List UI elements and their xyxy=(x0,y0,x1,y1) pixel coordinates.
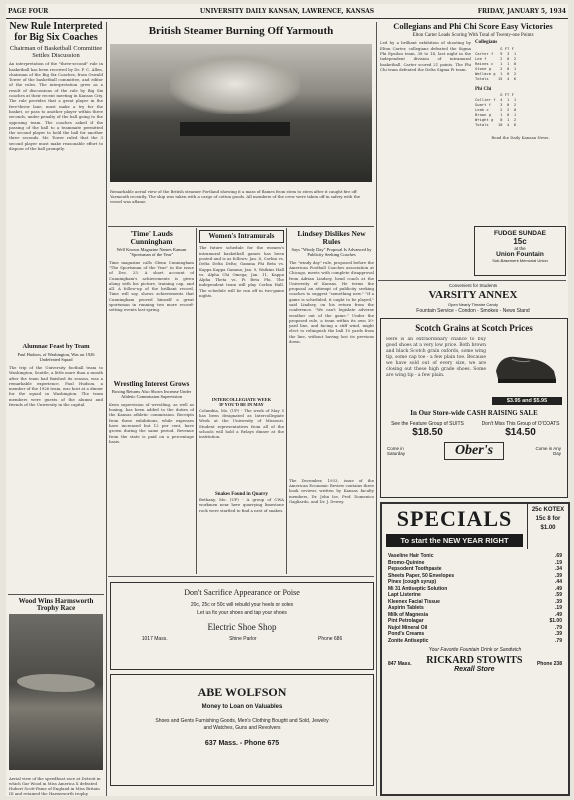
electric-name2: Shine Parlor xyxy=(229,636,257,642)
read-kansan-note: Read the Daily Kansan News. xyxy=(491,134,550,140)
specials-item-price: .49 xyxy=(555,611,562,618)
varsity-sub: Open Nearly Theatre Candy xyxy=(448,302,498,307)
specials-top-row xyxy=(382,504,568,549)
specials-item-name: Zonite Antiseptic xyxy=(388,637,429,644)
scotch-body-row xyxy=(381,337,567,405)
specials-item-name: Sheets Paper, 50 Envelopes xyxy=(388,572,455,579)
specials-item-price: .69 xyxy=(555,553,562,559)
specials-subtitle: To start the NEW YEAR RIGHT xyxy=(400,536,509,545)
speedboat-photo xyxy=(9,614,103,770)
varsity-pre: Convenient for Students xyxy=(448,283,498,288)
collegians-article-body: Led by a brilliant exhibition of shooting by Elton Carter, collegians defeated the Sigma Phi Epsilon team, 38 to 14, last night in the Independent division of intramural basketball. Carter scored 21 points. The Phi Chi team defeated the Delta Sigma Pi team. xyxy=(380,40,471,72)
specials-banner xyxy=(386,534,523,547)
steamer-photo xyxy=(110,44,372,182)
scotch-price: $3.95 and $5.95 xyxy=(492,397,562,405)
review-article-body: The December, 1933, issue of the American Economic Review contains three book reviews written by Kansas faculty members, Dr. John Ise, Prof. Domenico Gagliardo, and Dr. J. Dewey. xyxy=(289,477,374,504)
specials-item-name: Milk of Magnesia xyxy=(388,611,429,618)
box-scores xyxy=(475,40,566,190)
electric-shoe-ad xyxy=(110,582,374,670)
section-rule xyxy=(108,576,374,577)
intercollegiate-headline: INTERCOLLEGIATE WEEK xyxy=(211,397,272,403)
intercollegiate-article-body: Columbia, Mo. (UP) - The week of May 5 has been designated as Intercollegiate Week at the University of Missouri. Student representatives from all of the schools will hold a Relays dinner at the institution. xyxy=(199,407,284,440)
rexall-logo xyxy=(426,666,522,673)
wolfson-ad xyxy=(110,674,374,786)
sale-footer xyxy=(387,442,561,460)
wrestling-subhead: Boxing Returns Also Shows Increase Under Athletic Commission Supervision xyxy=(111,388,192,399)
shoreline-shape xyxy=(17,674,95,692)
electric-address: 1017 Mass. xyxy=(141,636,168,642)
specials-item-price: .49 xyxy=(555,585,562,592)
wolfson-list: Shoes and Gents Furnishing Goods, Men's Clothing Bought and Sold, Jewelry and Watches, Guns and Revolvers xyxy=(155,718,329,731)
suits-offer xyxy=(388,421,468,438)
column-2 xyxy=(109,230,194,562)
intercollegiate-subhead: IF YOU'D BE IN MAY xyxy=(219,402,264,408)
box1-title: Collegians xyxy=(475,40,498,46)
collegians-subhead: Elton Carter Leads Scoring With Total of Twenty-one Points xyxy=(412,32,534,38)
scotch-title: Scotch Grains at Scotch Prices xyxy=(415,323,533,333)
column-1 xyxy=(9,22,103,495)
rickard-center xyxy=(426,655,522,673)
box2-title: Phi Chi xyxy=(475,86,492,92)
kotex-text: 25c KOTEX 15c 8 for $1.00 xyxy=(531,507,565,531)
scotch-body: Here is an extraordinary chance to buy good shoes at a very low price. Both brown and black Scotch grain oxfords, some wing tip, some cap toe - a few plain toe. Because we have sold out of every size, we are closing out these high grade shoes. Some are wing tip - a few plain. xyxy=(386,337,486,378)
sale-left-note: Come in Saturday xyxy=(387,446,406,456)
electric-name: Electric Shoe Shop xyxy=(207,622,277,632)
varsity-name: VARSITY ANNEX xyxy=(428,289,518,301)
varsity-line: Fountain Service - Condon - Smokes - News Stand xyxy=(416,308,530,314)
rule-headline: New Rule Interpreted for Big Six Coaches xyxy=(9,21,103,43)
specials-item-name: Vaseline Hair Tonic xyxy=(388,553,434,559)
column-rule xyxy=(106,22,107,796)
rickard-phone: Phone 238 xyxy=(536,661,562,667)
page-header xyxy=(6,4,568,19)
fudge-sublocation: Sub-Basement Memorial Union xyxy=(492,258,548,263)
column-4 xyxy=(289,230,374,568)
coats-label: Don't Miss This Group of O'COATS xyxy=(481,421,560,427)
fudge-location: Union Fountain xyxy=(496,251,544,258)
specials-item-price: .19 xyxy=(555,559,562,566)
sale-right-note: Come in Any Day xyxy=(535,446,561,456)
rickard-name: RICKARD STOWITS xyxy=(426,655,523,666)
lindsey-subhead: Says "Windy Day" Proposal Is Advanced by Publicity Seeking Coaches xyxy=(291,246,372,257)
alumnae-subhead: Paul Hudson, of Washington, Was on 1926 Undefeated Squad xyxy=(17,352,95,363)
section-rule xyxy=(378,280,566,281)
suits-label: See the Feature Group of SUITS xyxy=(391,421,464,427)
specials-ad xyxy=(380,502,570,796)
specials-item xyxy=(388,638,562,645)
page-number: PAGE FOUR xyxy=(8,8,49,15)
wolfson-name: ABE WOLFSON xyxy=(197,685,287,699)
specials-item-price: .19 xyxy=(555,605,562,611)
box1-table: G FT F Carter f 9 3 1 Lee f 2 0 2 Raines c 1 1 0 Stone g 2 0 1 Wallace g 1 0 2 Totals 15 4 6 xyxy=(475,45,517,81)
specials-item-price: .39 xyxy=(555,572,562,579)
snakes-headline: Snakes Found in Quarry xyxy=(215,491,268,497)
lindsey-article-body: The "windy day" rule, proposed before the American Football Coaches association at Chicago, meets with complete disapproval from Adrian Lindsey, head coach at the University of Kansas. He terms the proposal an attempt of publicity seeking coaches to suggest "something new." "If a game is scheduled, it ought to be played," said Lindsey, on his return from the conference. "We can't legislate adverse weather out of the game." Under the proposed rule, a team within its own 30-yard line, and facing a stiff wind, might elect to relinquish the ball 10 yards from the line, without having lost its previous down. xyxy=(289,259,374,345)
specials-item-name: Bromo-Quinine xyxy=(388,559,425,566)
collegians-headline: Collegians and Phi Chi Score Easy Victories xyxy=(393,21,553,31)
steamer-headline: British Steamer Burning Off Yarmouth xyxy=(148,25,334,37)
alumnae-headline: Alumnae Feast by Team xyxy=(22,343,90,351)
alumnae-article-body: The trip of the University football team to Washington, Seattle, a little more than a month after the team had finished its season, was a remarkable experience. Paul Hudson, a member of the 1926 team, was host at a dinner for the squad in Washington. The team members were guests of the alumni and friends of the University in the capital. xyxy=(9,364,103,408)
steamer-caption: Remarkable aerial view of the British steamer Portland showing it a mass of flames from stem to stern after it caught fire off Yarmouth recently. The ship was taken with a cargo of cotton goods. All members of the crew were taken off in safety with the vessel was aflame. xyxy=(110,188,361,204)
specials-item-price: .79 xyxy=(555,637,562,644)
fudge-sundae-ad xyxy=(474,226,566,276)
specials-title: SPECIALS xyxy=(396,506,513,531)
specials-title-block xyxy=(382,504,527,549)
shoe-icon xyxy=(492,337,562,389)
wrestling-article-body: Keen supervision of wrestling, as well as boxing, has been added to the duties of the Kansas athletic commission. Receipts from these exhibitions, while expenses have increased but 12 per cent, have grown during the same period. Revenue from the state is paid on a percentage basis. xyxy=(109,401,194,444)
column-rule xyxy=(196,228,197,574)
speedboat-caption: Aerial view of the speedboat race at Detroit in which Gar Wood in Miss America X defeated Hubert Scott-Paine of England in Miss Britain III and retained the Harmsworth trophy. xyxy=(9,775,101,796)
rexall-store: Store xyxy=(476,666,495,673)
electric-sub: 20c, 25c or 50c will rebuild your heels or soles xyxy=(190,602,294,608)
snakes-article-body: Bethany, Mo. (UP) - A group of CWA workmen near here quarrying limestone rock were startled to find a nest of snakes. xyxy=(199,497,284,513)
section-rule xyxy=(8,594,104,595)
issue-date: FRIDAY, JANUARY 5, 1934 xyxy=(477,8,566,15)
column-5 xyxy=(380,22,566,190)
specials-item-name: Aspirin Tablets xyxy=(388,605,424,611)
ober-logo: Ober's xyxy=(444,442,504,460)
intramurals-box xyxy=(199,230,284,243)
section-rule xyxy=(108,226,374,227)
wrestling-headline: Wrestling Interest Grows xyxy=(113,379,190,388)
specials-item-price: .79 xyxy=(555,624,562,631)
kotex-box xyxy=(527,504,568,549)
box2-table: G FT F Collier f 4 1 1 Swart f 3 0 2 Leak c 2 2 0 Brown g 1 0 1 Wright g 0 1 2 Totals 10 4 6 xyxy=(475,91,517,127)
specials-item-name: Lapt Listerine xyxy=(388,592,421,598)
rule-article-body: An interpretation of the "three-second" rule in basketball has been received by Dr. F. C. Allen, chairman of the Big Six Coaches, from Oswald Tower of the basketball committee, and editor of the rules. The interpretation grew as a result of discussions of the rule by Big Six coaches at their recent meeting in Kansas City. The rule provides that a great player in the free-throw lane, must make a try for the basket, or pass to another player within three seconds, under penalty of the ball going to the opposing team. The coaches asked if the passing of the ball to a teammate permitted the second player to hold the ball for another three seconds. Mr. Tower ruled that the 3 second player must make reasonable effort to dispose of the ball promptly. xyxy=(9,61,103,152)
specials-item-price: $1.00 xyxy=(549,618,562,624)
specials-item-name: Pepsodent Toothpaste xyxy=(388,566,442,572)
fudge-price: 15c xyxy=(513,237,527,246)
sale-title: In Our Store-wide CASH RAISING SALE xyxy=(410,409,538,417)
wolfson-address: 637 Mass. - Phone 675 xyxy=(204,740,280,747)
intramurals-headline: Women's Intramurals xyxy=(208,232,275,240)
column-rule xyxy=(286,228,287,574)
harmsworth-headline: Wood Wins Harmsworth Trophy Race xyxy=(18,597,94,613)
specials-list xyxy=(388,553,562,644)
column-rule xyxy=(376,22,377,796)
specials-item-name: Pond's Creams xyxy=(388,631,425,637)
rexall-brand: Rexall xyxy=(454,666,475,673)
specials-footer: Your Favorite Fountain Drink or Sandwich xyxy=(428,647,522,653)
time-subhead: Well Known Magazine Names Kansan "Sportsman of the Year" xyxy=(116,246,187,257)
shoe-illustration xyxy=(492,337,562,405)
specials-item-name: Mi 31 Antiseptic Solution xyxy=(388,585,448,592)
specials-item-name: Kleenex Facial Tissue xyxy=(388,598,440,605)
time-headline: 'Time' Lauds Cunningham xyxy=(130,229,173,246)
wolfson-sub: Money to Loan on Valuables xyxy=(201,704,283,710)
column-3 xyxy=(199,230,284,541)
suits-price: $18.50 xyxy=(412,427,443,438)
specials-item-price: .39 xyxy=(555,598,562,605)
newspaper-page xyxy=(6,4,568,796)
coats-price: $14.50 xyxy=(505,427,536,438)
electric-phone: Phone 686 xyxy=(318,636,343,642)
sale-offers xyxy=(381,421,567,438)
specials-item-name: Nujol Mineral Oil xyxy=(388,624,428,631)
collegians-article xyxy=(380,40,566,190)
specials-item-name: Pint Petrolagar xyxy=(388,618,424,624)
intramurals-article-body: The future schedule for the women's intramural basketball games has been posted and is as follows: Jan. 8, Corbin vs. Delta Delta Delta; Gamma Phi Beta vs. Kappa Kappa Gamma; Jan. 9, Watkins Hall vs. Alpha Chi Omega; Jan. 11, Kappa Alpha Theta vs. Pi Beta Phi. The independent team will play Corbin Hall. The schedule will be run off in two-game nights. xyxy=(199,245,284,299)
fudge-title: FUDGE SUNDAE xyxy=(493,230,546,237)
specials-item-price: .44 xyxy=(555,579,562,585)
lindsey-headline: Lindsey Dislikes New Rules xyxy=(297,229,366,246)
masthead: UNIVERSITY DAILY KANSAN, LAWRENCE, KANSAS xyxy=(199,8,375,15)
electric-sub2: Let us fix your shoes and tap your shoes xyxy=(197,610,287,616)
rickard-footer xyxy=(388,655,562,673)
specials-item-price: .59 xyxy=(555,592,562,598)
specials-item-price: .39 xyxy=(555,631,562,637)
time-article-body: Time magazine calls Glenn Cunningham "The Sportsman of the Year" in the issue of Dec. 25. A short account of Cunningham's achievements is given along with his picture, training cap, and all. A follow-up of the brilliant record, Time will say, shows achievements that Cunningham proved himself a great sportsman in running two more record-setting events last spring. xyxy=(109,259,194,313)
rickard-address: 847 Mass. xyxy=(388,661,412,667)
electric-footer xyxy=(111,636,373,642)
smoke-plume xyxy=(170,54,300,114)
fudge-at: at the xyxy=(514,246,526,251)
specials-item-name: Pinex (cough syrup) xyxy=(388,579,437,585)
ship-hull xyxy=(180,122,290,136)
electric-headline: Don't Sacrifice Appearance or Poise xyxy=(184,588,300,597)
rule-subhead: Chairman of Basketball Committee Settles Discussion xyxy=(9,45,103,60)
specials-item-price: .34 xyxy=(555,566,562,572)
coats-offer xyxy=(481,421,561,438)
scotch-grains-ad xyxy=(380,318,568,498)
